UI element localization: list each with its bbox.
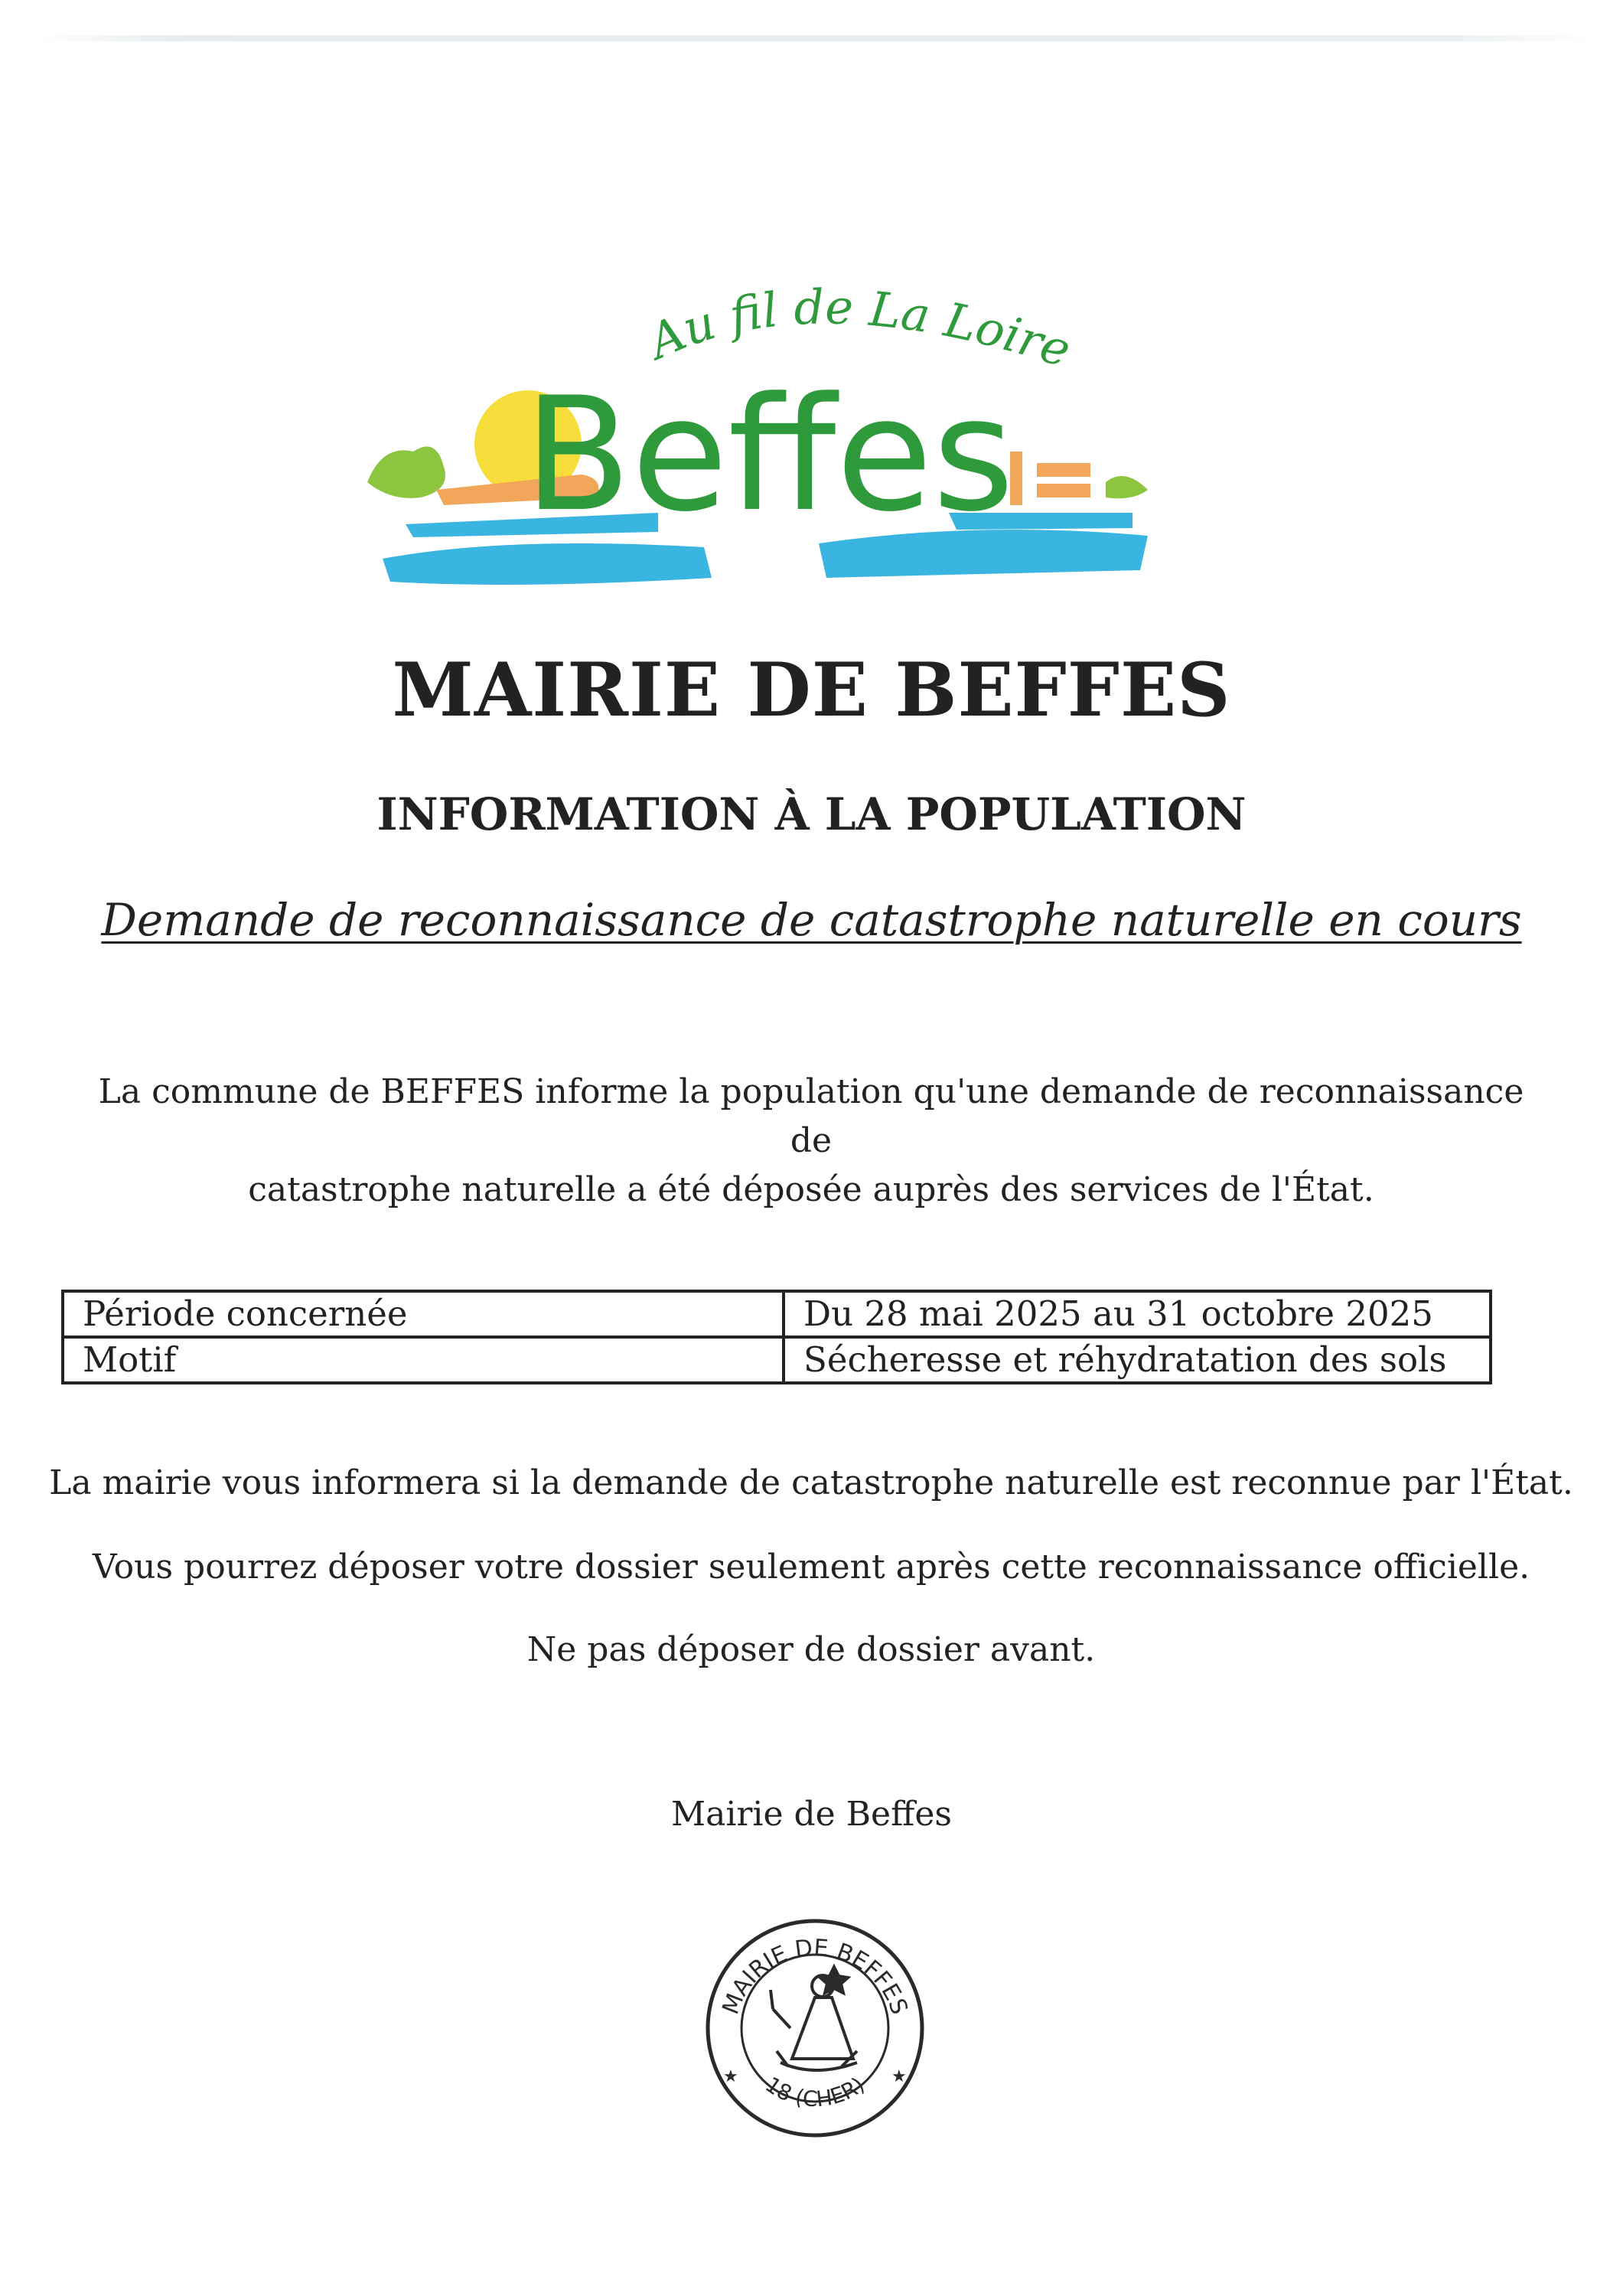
intro-line-1: La commune de BEFFES informe la population qu'une demande de reconnaissance de: [98, 1072, 1524, 1160]
mairie-seal-stamp: [700, 1913, 930, 2143]
seal-top-text: MAIRIE DE BEFFES: [717, 1934, 913, 2018]
page-subtitle: INFORMATION À LA POPULATION: [376, 788, 1247, 840]
beffes-logo-graphic: [352, 268, 1163, 597]
seal-emblem-icon: [771, 1967, 857, 2070]
period-label: Période concernée: [63, 1291, 784, 1337]
house-shape-2: [1037, 484, 1090, 497]
scan-edge-artifact: [31, 35, 1599, 41]
notice-line-3: Ne pas déposer de dossier avant.: [526, 1630, 1096, 1669]
table-row: [63, 1337, 1491, 1383]
signature-text: Mairie de Beffes: [671, 1795, 952, 1834]
seal-star-right-icon: ★: [891, 2067, 907, 2086]
seal-star-left-icon: ★: [723, 2067, 738, 2086]
greenery-right-shape: [1106, 476, 1148, 498]
reason-value: Sécheresse et réhydratation des sols: [784, 1337, 1491, 1383]
notice-line-1: La mairie vous informera si la demande de catastrophe naturelle est reconnue par l'État.: [49, 1463, 1573, 1502]
greenery-left-shape: [367, 446, 445, 498]
logo-town-name: Beffes: [523, 364, 1015, 546]
logo-tagline: Au fil de La Loire: [640, 279, 1077, 379]
house-shape-1: [1037, 463, 1090, 477]
page-title: MAIRIE DE BEFFES: [392, 647, 1231, 733]
seal-bottom-text: 18 (CHER): [761, 2071, 869, 2112]
table-row: [63, 1291, 1491, 1337]
reason-label: Motif: [63, 1337, 784, 1383]
seal-graphic: [700, 1913, 930, 2143]
notice-line-2: Vous pourrez déposer votre dossier seulement après cette reconnaissance officielle.: [92, 1548, 1530, 1587]
details-table: [61, 1290, 1492, 1384]
water-stroke-2: [383, 543, 712, 585]
beffes-logo: [352, 268, 1163, 597]
intro-paragraph: [92, 1068, 1530, 1215]
intro-line-2: catastrophe naturelle a été déposée auprès des services de l'État.: [248, 1170, 1374, 1209]
notice-topic: Demande de reconnaissance de catastrophe naturelle en cours: [101, 894, 1522, 946]
period-value: Du 28 mai 2025 au 31 octobre 2025: [784, 1291, 1491, 1337]
